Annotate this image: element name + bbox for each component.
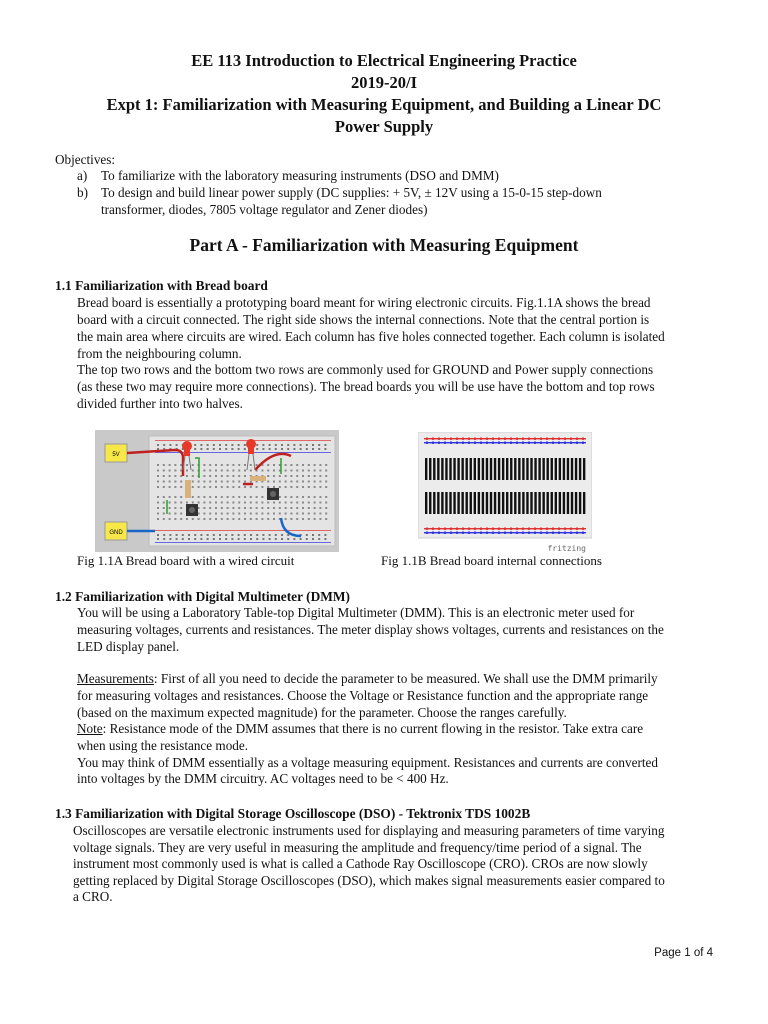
part-a-title: Part A - Familiarization with Measuring Equipment bbox=[189, 235, 579, 255]
s11-line-6: (as these two may require more connections). The bread boards you will be use have the bottom and top rows bbox=[77, 379, 655, 394]
semester: 2019-20/I bbox=[351, 73, 417, 92]
breadboard-wired-figure bbox=[95, 430, 339, 552]
section-1-1-heading: 1.1 Familiarization with Bread board bbox=[55, 278, 268, 293]
note-text: : Resistance mode of the DMM assumes that there is no current flowing in the resistor. Take extra care bbox=[102, 721, 644, 736]
s12-note-line-2: when using the resistance mode. bbox=[77, 738, 249, 753]
objective-a-marker: a) bbox=[77, 168, 88, 183]
s13-line-5: a CRO. bbox=[73, 889, 113, 904]
section-1-3-heading: 1.3 Familiarization with Digital Storage Oscilloscope (DSO) - Tektronix TDS 1002B bbox=[55, 806, 531, 821]
s11-line-2: board with a circuit connected. The right side shows the internal connections. Note that the central portion is bbox=[77, 312, 650, 327]
s12-meas-line-3: (based on the maximum expected magnitude) for the parameter. Choose the ranges carefully. bbox=[77, 705, 567, 720]
s12-meas-line-2: for measuring voltages and resistances. Choose the Voltage or Resistance function and the appropriate range bbox=[77, 688, 649, 703]
section-1-2-heading: 1.2 Familiarization with Digital Multimeter (DMM) bbox=[55, 589, 351, 604]
objective-b-text-1: To design and build linear power supply (DC supplies: + 5V, ± 12V using a 15-0-15 step-down bbox=[101, 185, 602, 200]
s13-line-2: voltage signals. They are very useful in measuring the amplitude and frequency/time period of a signal. The bbox=[73, 840, 642, 855]
figure-1-1a-caption: Fig 1.1A Bread board with a wired circuit bbox=[77, 553, 295, 568]
objective-a-text: To familiarize with the laboratory measuring instruments (DSO and DMM) bbox=[101, 168, 499, 183]
s11-line-5: The top two rows and the bottom two rows are commonly used for GROUND and Power supply connections bbox=[77, 362, 654, 377]
course-title: EE 113 Introduction to Electrical Engineering Practice bbox=[191, 51, 577, 70]
s13-line-4: getting replaced by Digital Storage Oscilloscopes (DSO), which makes signal measurements easier compared to bbox=[73, 873, 665, 888]
s11-line-4: from the neighbouring column. bbox=[77, 346, 242, 361]
label-5v: 5V bbox=[112, 452, 120, 458]
s13-line-1: Oscilloscopes are versatile electronic instruments used for displaying and measuring parameters of time varying bbox=[73, 823, 665, 838]
objective-b-marker: b) bbox=[77, 185, 88, 200]
experiment-title-1: Expt 1: Familiarization with Measuring Equipment, and Building a Linear DC bbox=[106, 95, 662, 114]
measurements-paragraph bbox=[77, 671, 658, 688]
experiment-title-2: Power Supply bbox=[334, 117, 434, 136]
s11-line-3: the main area where circuits are wired. Each column has five holes connected together. Each column is isolated bbox=[77, 329, 665, 344]
s12-line-3: LED display panel. bbox=[77, 639, 180, 654]
s12-line-1: You will be using a Laboratory Table-top Digital Multimeter (DMM). This is an electronic meter used for bbox=[77, 605, 635, 620]
note-paragraph bbox=[77, 721, 643, 738]
s12-dmm-line-1: You may think of DMM essentially as a voltage measuring equipment. Resistances and currents are converted bbox=[77, 755, 658, 770]
s13-line-3: instrument most commonly used is what is called a Cathode Ray Oscilloscope (CRO). CROs are now slowly bbox=[73, 856, 648, 871]
fritzing-brand: fritzing bbox=[547, 544, 586, 553]
breadboard-internal-figure bbox=[418, 432, 592, 554]
measurements-text: : First of all you need to decide the parameter to be measured. We shall use the DMM primarily bbox=[153, 671, 658, 686]
s12-line-2: measuring voltages, currents and resistances. The meter display shows voltages, currents and resistances on the bbox=[77, 622, 664, 637]
s11-line-1: Bread board is essentially a prototyping board meant for wiring electronic circuits. Fig.1.1A shows the bread bbox=[77, 295, 651, 310]
s11-line-7: divided further into two halves. bbox=[77, 396, 243, 411]
measurements-label: Measurements bbox=[77, 671, 154, 686]
note-label: Note bbox=[77, 721, 103, 736]
s12-dmm-line-2: into voltages by the DMM circuitry. AC voltages need to be < 400 Hz. bbox=[77, 771, 449, 786]
label-gnd: GND bbox=[109, 530, 123, 536]
objectives-label: Objectives: bbox=[55, 152, 116, 167]
objective-b-text-2: transformer, diodes, 7805 voltage regulator and Zener diodes) bbox=[101, 202, 428, 217]
figure-1-1b-caption: Fig 1.1B Bread board internal connections bbox=[381, 553, 602, 568]
page-number: Page 1 of 4 bbox=[654, 947, 713, 959]
